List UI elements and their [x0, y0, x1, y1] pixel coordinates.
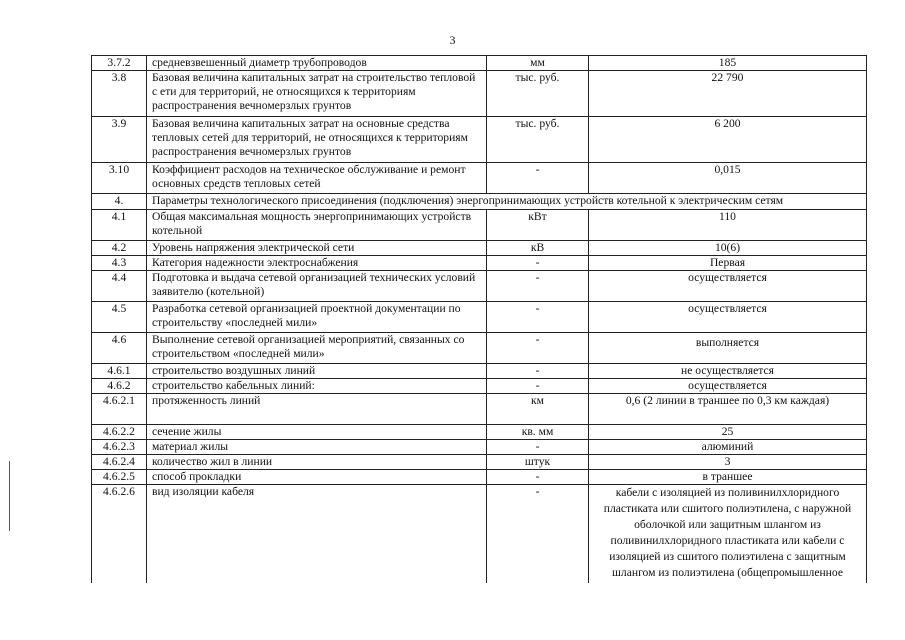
table-row — [92, 470, 867, 485]
row-name: средневзвешенный диаметр трубопроводов — [147, 56, 487, 71]
row-number: 4.6.2.1 — [92, 394, 147, 425]
table-row — [92, 117, 867, 163]
row-name: Категория надежности электроснабжения — [147, 256, 487, 271]
row-value: 110 — [589, 210, 867, 241]
table-row — [92, 302, 867, 333]
row-value: осуществляется — [589, 302, 867, 333]
row-unit: - — [487, 485, 589, 583]
row-unit: тыс. руб. — [487, 71, 589, 117]
row-number: 4.2 — [92, 241, 147, 256]
page-number: 3 — [449, 33, 456, 47]
row-number: 4.6.2.3 — [92, 440, 147, 455]
row-number: 4.4 — [92, 271, 147, 302]
row-name: Общая максимальная мощность энергопринимающих устройств котельной — [147, 210, 487, 241]
row-name: Разработка сетевой организацией проектной документации по строительству «последней мили» — [147, 302, 487, 333]
row-name: Базовая величина капитальных затрат на строительство тепловой с ети для территорий, не относящихся к территориям распространения вечномерзлых грунтов — [147, 71, 487, 117]
row-value: 22 790 — [589, 71, 867, 117]
row-value: в траншее — [589, 470, 867, 485]
row-value: 3 — [589, 455, 867, 470]
table-row — [92, 455, 867, 470]
row-unit: кВт — [487, 210, 589, 241]
row-unit: кв. мм — [487, 425, 589, 440]
row-number: 4.6 — [92, 333, 147, 364]
row-unit: км — [487, 394, 589, 425]
row-number: 4.5 — [92, 302, 147, 333]
row-value: осуществляется — [589, 271, 867, 302]
table-row — [92, 56, 867, 71]
row-value: не осуществляется — [589, 364, 867, 379]
row-number: 4.6.2.4 — [92, 455, 147, 470]
row-number: 4. — [92, 194, 147, 210]
row-name: Выполнение сетевой организацией мероприятий, связанных со строительством «последней мили» — [147, 333, 487, 364]
row-name: строительство воздушных линий — [147, 364, 487, 379]
row-number: 4.6.1 — [92, 364, 147, 379]
row-value: 0,6 (2 линии в траншее по 0,3 км каждая) — [589, 394, 867, 425]
row-value: Первая — [589, 256, 867, 271]
row-unit: тыс. руб. — [487, 117, 589, 163]
row-unit: - — [487, 302, 589, 333]
row-unit: - — [487, 271, 589, 302]
row-unit: - — [487, 163, 589, 194]
row-unit: кВ — [487, 241, 589, 256]
parameters-table — [91, 55, 867, 583]
row-number: 3.10 — [92, 163, 147, 194]
row-value: кабели с изоляцией из поливинилхлоридного пластиката или сшитого полиэтилена, с наружной оболочкой или защитным шлангом из поливинилхлоридного пластиката или кабели с изоляцией из сшитого полиэтилена с защитным шлангом из полиэтилена (общепромышленное — [589, 485, 867, 583]
row-unit: - — [487, 256, 589, 271]
row-value: 25 — [589, 425, 867, 440]
row-name: материал жилы — [147, 440, 487, 455]
row-value: 185 — [589, 56, 867, 71]
row-number: 3.8 — [92, 71, 147, 117]
row-name: количество жил в линии — [147, 455, 487, 470]
row-name: Базовая величина капитальных затрат на основные средства тепловых сетей для территорий, не относящихся к территориям распространения вечномерзлых грунтов — [147, 117, 487, 163]
table-row — [92, 241, 867, 256]
table-row — [92, 71, 867, 117]
table-row — [92, 394, 867, 425]
section-title: Параметры технологического присоединения (подключения) энергопринимающих устройств котельной к электрическим сетям — [147, 194, 867, 210]
row-number: 3.7.2 — [92, 56, 147, 71]
table-row — [92, 440, 867, 455]
row-number: 4.6.2.5 — [92, 470, 147, 485]
table-row — [92, 364, 867, 379]
row-name: сечение жилы — [147, 425, 487, 440]
row-number: 3.9 — [92, 117, 147, 163]
row-unit: штук — [487, 455, 589, 470]
row-name: способ прокладки — [147, 470, 487, 485]
row-number: 4.3 — [92, 256, 147, 271]
row-unit: - — [487, 470, 589, 485]
row-value: 6 200 — [589, 117, 867, 163]
row-value: 10(6) — [589, 241, 867, 256]
row-name: протяженность линий — [147, 394, 487, 425]
row-number: 4.6.2.2 — [92, 425, 147, 440]
row-name: строительство кабельных линий: — [147, 379, 487, 394]
row-value: выполняется — [589, 333, 867, 364]
row-value: алюминий — [589, 440, 867, 455]
table-row — [92, 271, 867, 302]
table-row — [92, 333, 867, 364]
row-unit: - — [487, 440, 589, 455]
row-value: осуществляется — [589, 379, 867, 394]
row-name: Подготовка и выдача сетевой организацией технических условий заявителю (котельной) — [147, 271, 487, 302]
table-row — [92, 210, 867, 241]
row-name: Коэффициент расходов на техническое обслуживание и ремонт основных средств тепловых сетей — [147, 163, 487, 194]
row-unit: - — [487, 364, 589, 379]
row-number: 4.6.2 — [92, 379, 147, 394]
row-value: 0,015 — [589, 163, 867, 194]
row-unit: - — [487, 379, 589, 394]
table-row — [92, 379, 867, 394]
row-unit: - — [487, 333, 589, 364]
row-number: 4.1 — [92, 210, 147, 241]
row-number: 4.6.2.6 — [92, 485, 147, 583]
table-row — [92, 163, 867, 194]
row-unit: мм — [487, 56, 589, 71]
margin-mark — [9, 461, 10, 531]
section-row — [92, 194, 867, 210]
row-name: Уровень напряжения электрической сети — [147, 241, 487, 256]
row-name: вид изоляции кабеля — [147, 485, 487, 583]
table-row — [92, 425, 867, 440]
table-row — [92, 256, 867, 271]
table-row — [92, 485, 867, 583]
